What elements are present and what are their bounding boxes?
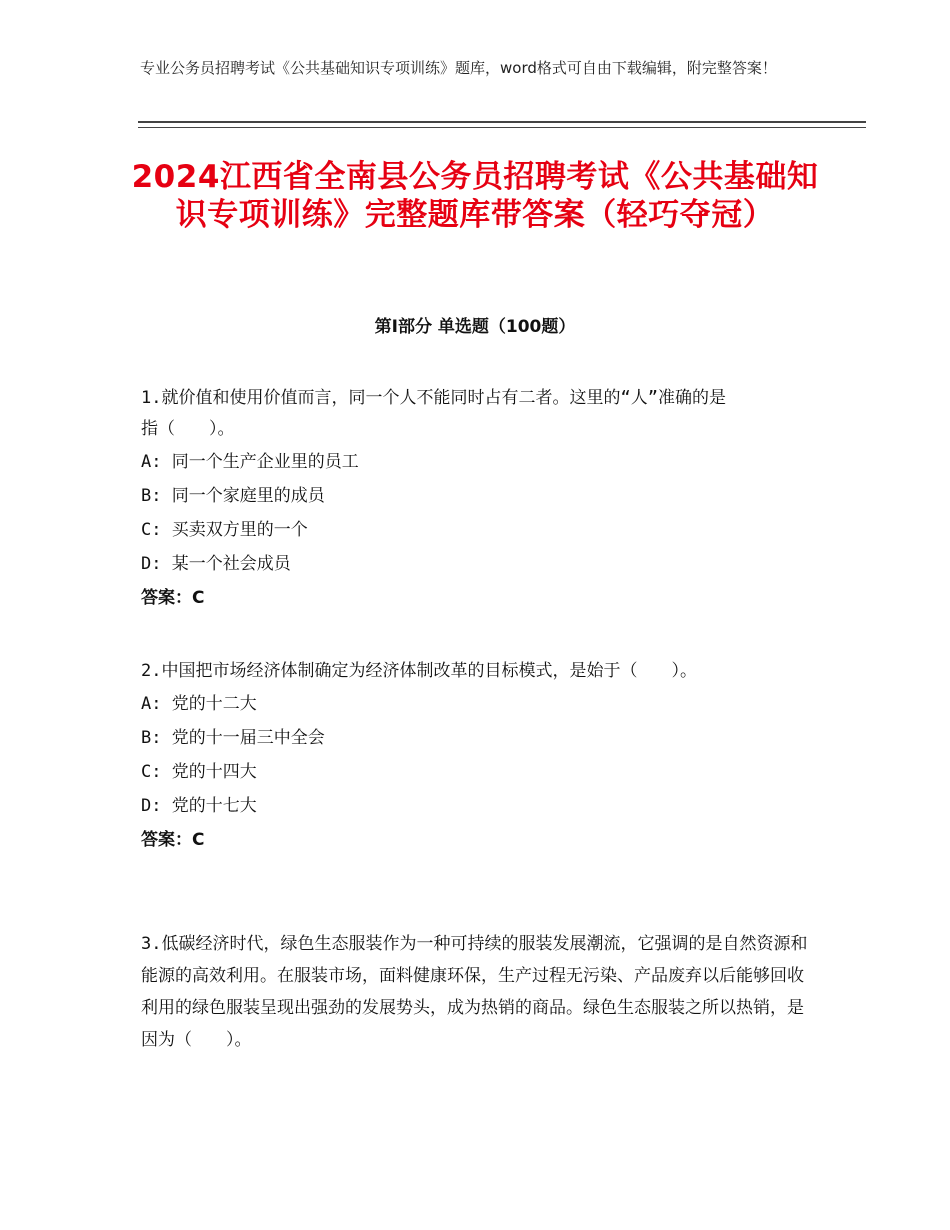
option-d: D: 某一个社会成员 [141,554,291,574]
option-c: C: 买卖双方里的一个 [141,520,308,540]
header-note: 专业公务员招聘考试《公共基础知识专项训练》题库，word格式可自由下载编辑，附完整答案！ [140,59,777,77]
option-a: A: 同一个生产企业里的员工 [141,452,359,472]
answer-label: 答案：C [141,830,205,850]
question-stem: 2.中国把市场经济体制确定为经济体制改革的目标模式，是始于（ ）。 [141,661,697,681]
option-b: B: 同一个家庭里的成员 [141,486,325,506]
option-b: B: 党的十一届三中全会 [141,728,325,748]
option-d: D: 党的十七大 [141,796,257,816]
question-stem: 1.就价值和使用价值而言，同一个人不能同时占有二者。这里的“人”准确的是指（ ）。 [141,388,726,439]
question-1 [141,383,811,615]
section-title: 第Ⅰ部分 单选题（100题） [374,317,576,337]
option-a: A: 党的十二大 [141,694,257,714]
option-c: C: 党的十四大 [141,762,257,782]
header-divider-thin [138,127,866,128]
question-2 [141,656,811,857]
document-title: 2024江西省全南县公务员招聘考试《公共基础知识专项训练》完整题库带答案（轻巧夺冠） [131,159,819,233]
answer-label: 答案：C [141,588,205,608]
question-3 [141,928,811,1056]
header-divider-thick [138,121,866,123]
question-stem: 3.低碳经济时代，绿色生态服装作为一种可持续的服装发展潮流，它强调的是自然资源和能源的高效利用。在服装市场，面料健康环保，生产过程无污染、产品废弃以后能够回收利用的绿色服装呈现出强劲的发展势头，成为热销的商品。绿色生态服装之所以热销，是因为（ ）。 [141,934,808,1050]
